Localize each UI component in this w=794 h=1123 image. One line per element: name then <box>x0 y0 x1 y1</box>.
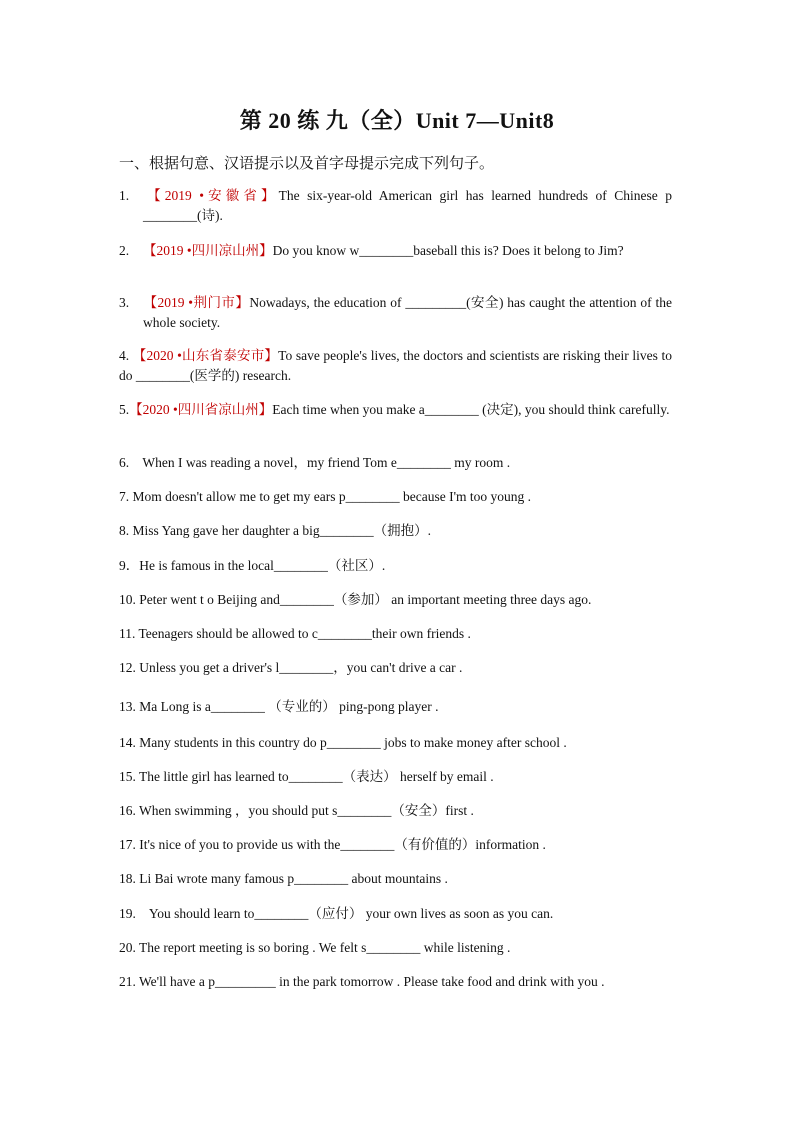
question-number: 1. <box>119 188 130 203</box>
question-item: 11. Teenagers should be allowed to c________their own friends . <box>119 626 471 641</box>
question-item: 20. The report meeting is so boring . We felt s________ while listening . <box>119 940 511 955</box>
question-item: 16. When swimming ，you should put s________（安全）first . <box>119 803 474 818</box>
question-item: 12. Unless you get a driver's l________，you can't drive a car . <box>119 660 463 675</box>
question-source: 【2019 •安徽省】 <box>143 188 279 203</box>
question-item: 7. Mom doesn't allow me to get my ears p________ because I'm too young . <box>119 489 532 504</box>
question-item: 21. We'll have a p_________ in the park tomorrow . Please take food and drink with you . <box>119 974 605 989</box>
question-item: 9．He is famous in the local________（社区）. <box>119 558 386 573</box>
question-item: 17. It's nice of you to provide us with the________（有价值的）information . <box>119 837 546 852</box>
question-number: 3. <box>119 295 130 310</box>
question-item <box>119 186 672 226</box>
page-title: 第 20 练 九（全）Unit 7—Unit8 <box>239 108 555 133</box>
question-text: Each time when you make a________ (决定), you should think carefully. <box>272 402 670 417</box>
question-text: To save people's lives, the doctors and scientists are risking their lives to do ________(医学的) research. <box>119 348 672 383</box>
question-item: 19. You should learn to________（应付） your own lives as soon as you can. <box>119 906 554 921</box>
section-instruction: 一、根据句意、汉语提示以及首字母提示完成下列句子。 <box>119 156 495 172</box>
question-item: 8. Miss Yang gave her daughter a big________（拥抱）. <box>119 523 431 538</box>
question-item <box>119 346 672 386</box>
question-text: Nowadays, the education of _________(安全) has caught the attention of the whole society. <box>143 295 672 330</box>
question-source: 【2019 •荆门市】 <box>143 295 250 310</box>
question-item: 13. Ma Long is a________ （专业的） ping-pong player . <box>119 699 439 714</box>
question-source: 【2019 •四川凉山州】 <box>143 243 273 258</box>
question-source: 【2020 •四川省凉山州】 <box>129 402 273 417</box>
question-item: 14. Many students in this country do p________ jobs to make money after school . <box>119 735 567 750</box>
question-text: Do you know w________baseball this is? Does it belong to Jim? <box>272 243 624 258</box>
question-number: 5. <box>119 402 130 417</box>
question-item <box>119 293 672 333</box>
question-text: The six-year-old American girl has learned hundreds of Chinese p ________(诗). <box>143 188 672 223</box>
question-item <box>119 400 672 420</box>
question-item <box>119 241 672 261</box>
question-number: 2. <box>119 243 130 258</box>
question-item: 10. Peter went t o Beijing and________（参加） an important meeting three days ago. <box>119 592 592 607</box>
question-item: 15. The little girl has learned to________（表达） herself by email . <box>119 769 494 784</box>
question-item: 6. When I was reading a novel，my friend Tom e________ my room . <box>119 455 511 470</box>
question-number: 4. <box>119 348 133 363</box>
question-item: 18. Li Bai wrote many famous p________ about mountains . <box>119 871 448 886</box>
question-source: 【2020 •山东省泰安市】 <box>132 348 279 363</box>
